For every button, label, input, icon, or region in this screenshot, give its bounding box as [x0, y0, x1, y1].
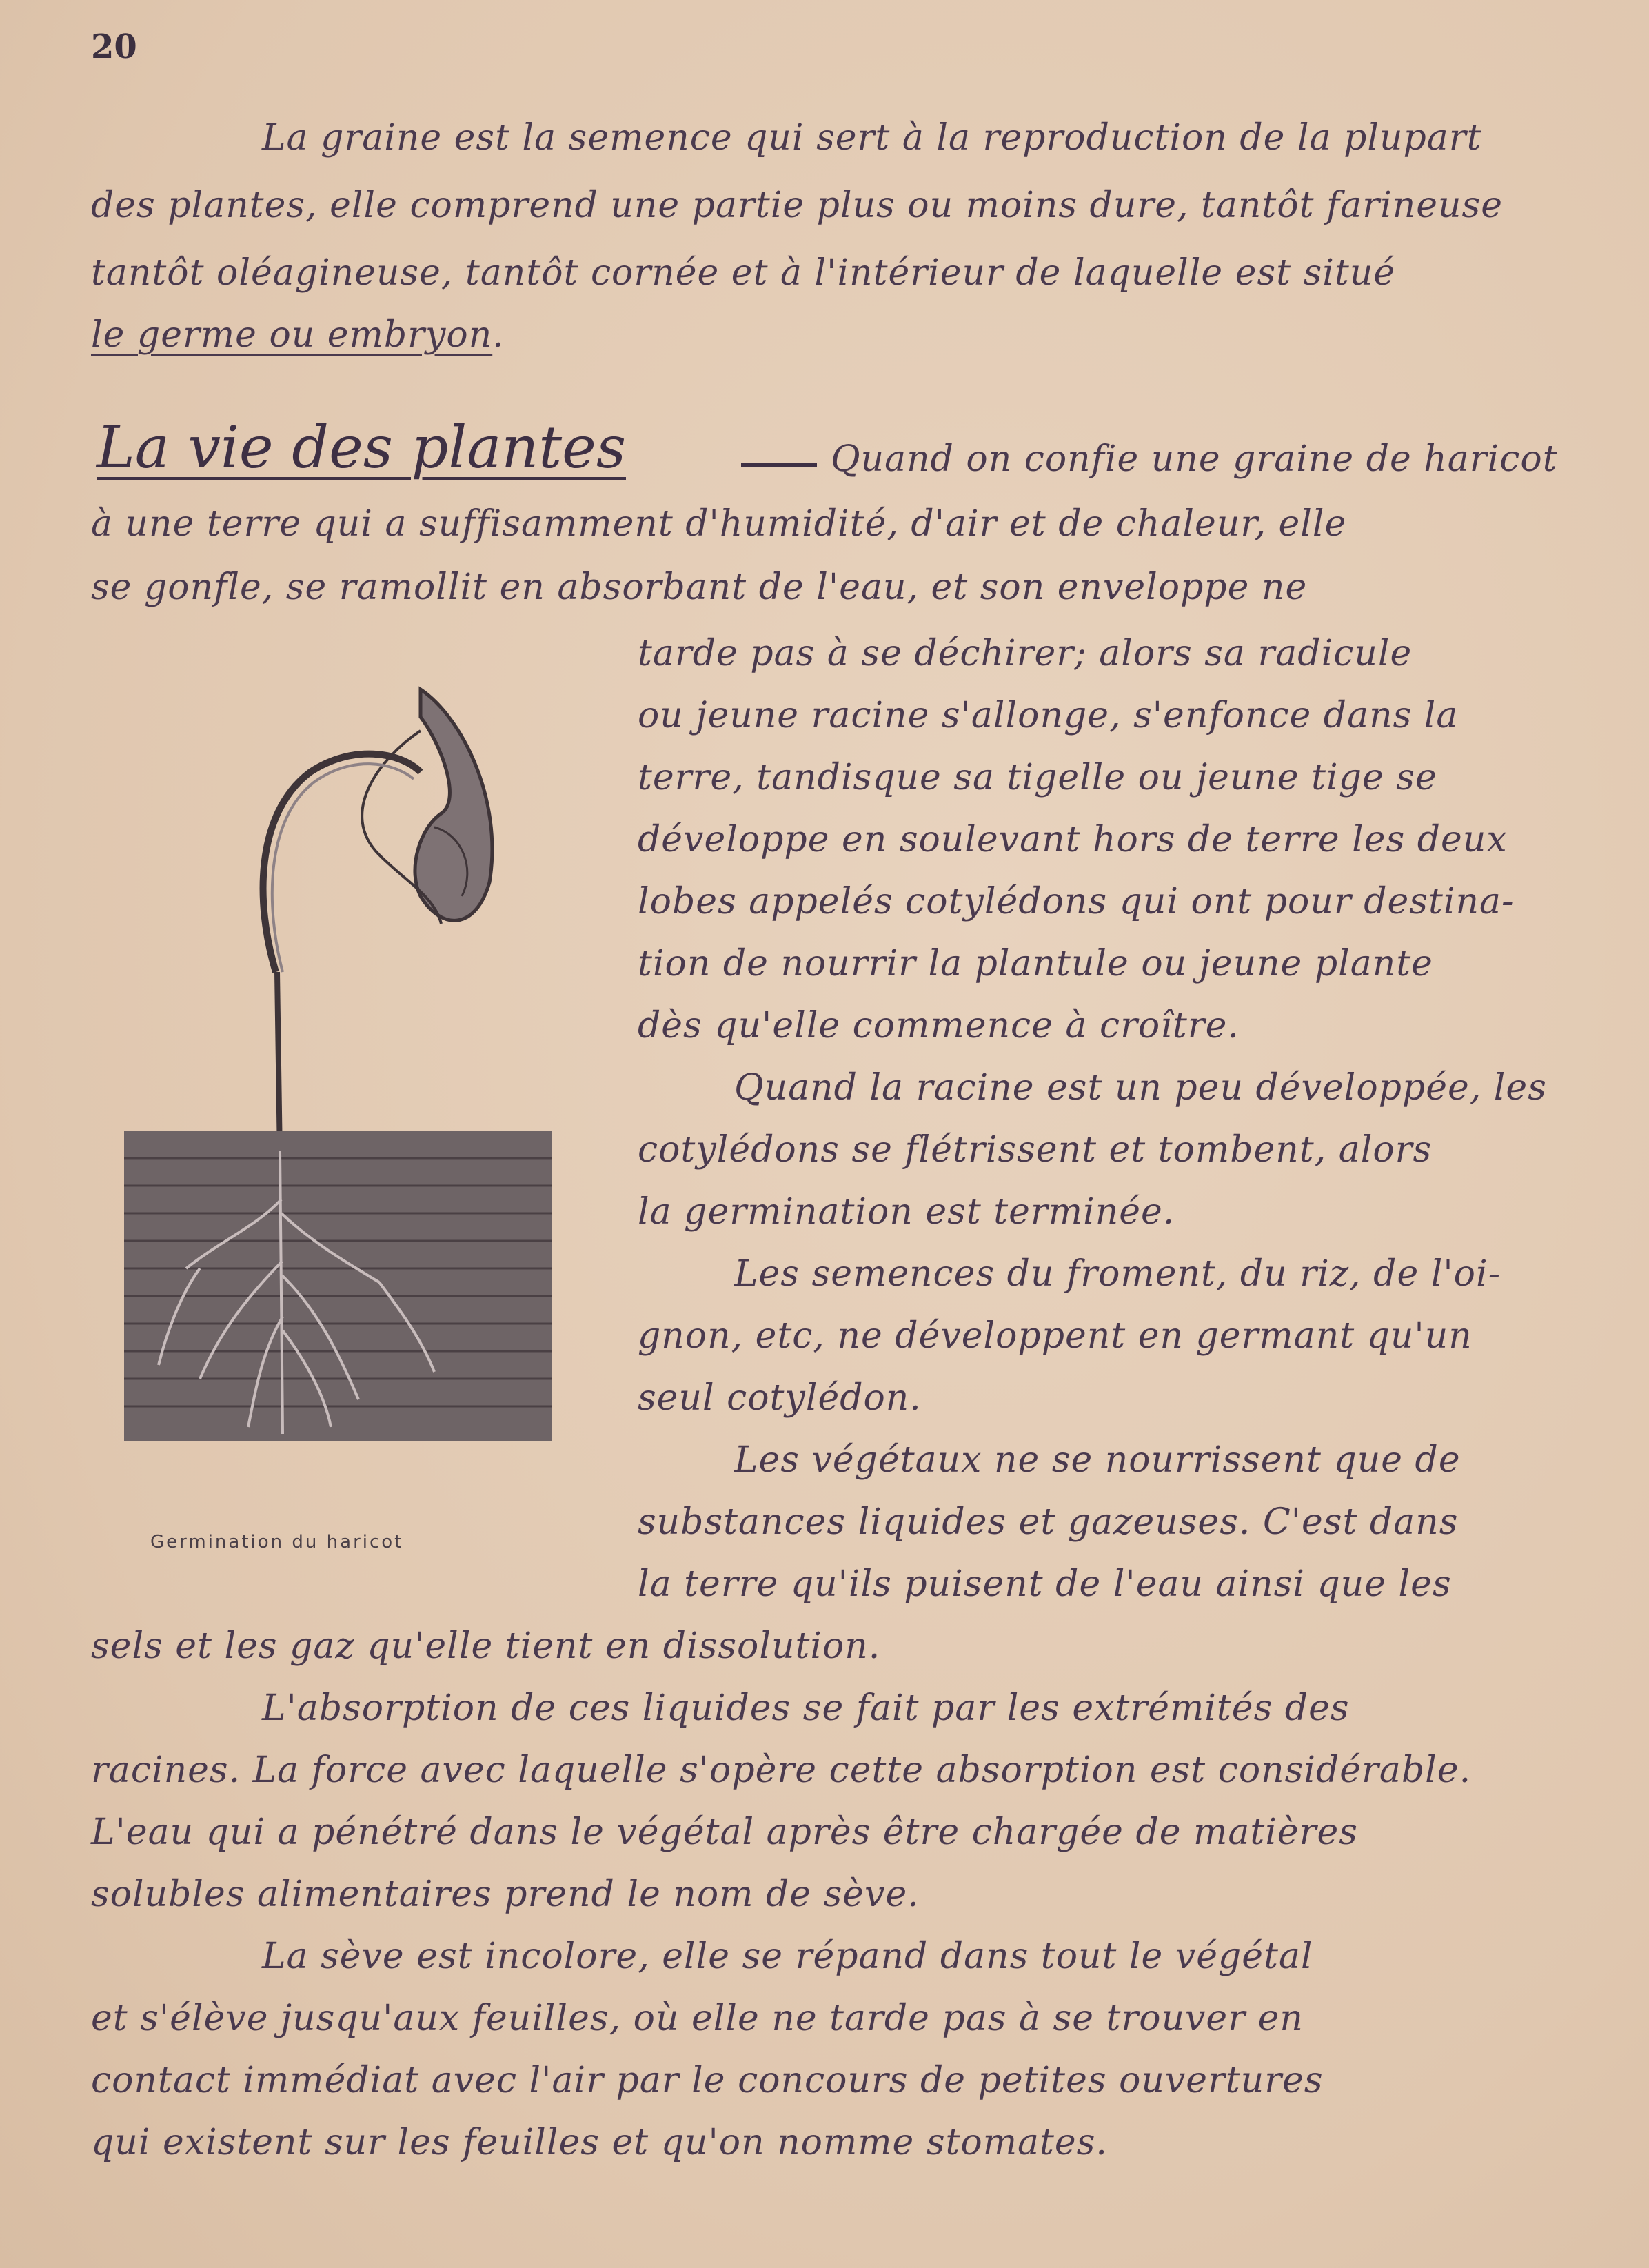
text-line: dès qu'elle commence à croître.	[638, 1005, 1240, 1046]
text-line: ou jeune racine s'allonge, s'enfonce dans la	[638, 695, 1459, 736]
text-line: cotylédons se flétrissent et tombent, alors	[638, 1129, 1433, 1171]
text-line: terre, tandisque sa tigelle ou jeune tige se	[638, 757, 1437, 798]
text-line: et s'élève jusqu'aux feuilles, où elle ne tarde pas à se trouver en	[91, 1998, 1304, 2039]
text-line: Les végétaux ne se nourrissent que de	[734, 1439, 1461, 1481]
germination-illustration	[117, 676, 558, 1475]
text-line: la terre qu'ils puisent de l'eau ainsi que les	[638, 1563, 1452, 1605]
text-line: la germination est terminée.	[638, 1191, 1175, 1233]
underlined-term: le germe ou embryon	[91, 314, 493, 356]
text-line: substances liquides et gazeuses. C'est dans	[638, 1501, 1459, 1543]
text-line: solubles alimentaires prend le nom de sève.	[91, 1874, 920, 1915]
text-line: Quand la racine est un peu développée, les	[734, 1067, 1547, 1108]
text-line: La sève est incolore, elle se répand dans tout le végétal	[262, 1936, 1313, 1977]
text-line: Les semences du froment, du riz, de l'oi-	[734, 1253, 1501, 1295]
text-line: à une terre qui a suffisamment d'humidité, d'air et de chaleur, elle	[91, 503, 1347, 545]
paragraph-line: des plantes, elle comprend une partie plus ou moins dure, tantôt farineuse	[91, 185, 1503, 226]
text-line: tion de nourrir la plantule ou jeune plante	[638, 943, 1433, 984]
text-line: se gonfle, se ramollit en absorbant de l'eau, et son enveloppe ne	[91, 567, 1308, 608]
paragraph-line: le germe ou embryon.	[91, 314, 505, 356]
text-line: gnon, etc, ne développent en germant qu'un	[638, 1315, 1473, 1357]
text-line: seul cotylédon.	[638, 1377, 922, 1419]
text-line: racines. La force avec laquelle s'opère cette absorption est considérable.	[91, 1750, 1472, 1791]
text-line: Quand on confie une graine de haricot	[831, 438, 1558, 480]
text-line: lobes appelés cotylédons qui ont pour destina-	[638, 881, 1515, 922]
page-number: 20	[91, 28, 137, 66]
text-line: L'absorption de ces liquides se fait par les extrémités des	[262, 1688, 1350, 1729]
text-line: contact immédiat avec l'air par le concours de petites ouvertures	[91, 2060, 1324, 2101]
text-line: tarde pas à se déchirer; alors sa radicule	[638, 633, 1413, 674]
figure-caption: Germination du haricot	[150, 1532, 404, 1552]
text-line: qui existent sur les feuilles et qu'on nomme stomates.	[91, 2122, 1108, 2163]
text-line: L'eau qui a pénétré dans le végétal après être chargée de matières	[91, 1812, 1358, 1853]
bean-seedling-drawing	[117, 676, 558, 1475]
paragraph-line: tantôt oléagineuse, tantôt cornée et à l'intérieur de laquelle est situé	[91, 252, 1396, 294]
paragraph-line: La graine est la semence qui sert à la reproduction de la plupart	[262, 117, 1482, 159]
section-title: La vie des plantes	[97, 414, 626, 481]
title-dash	[741, 463, 817, 467]
text-line: développe en soulevant hors de terre les deux	[638, 819, 1508, 860]
text-line: sels et les gaz qu'elle tient en dissolution.	[91, 1626, 881, 1667]
